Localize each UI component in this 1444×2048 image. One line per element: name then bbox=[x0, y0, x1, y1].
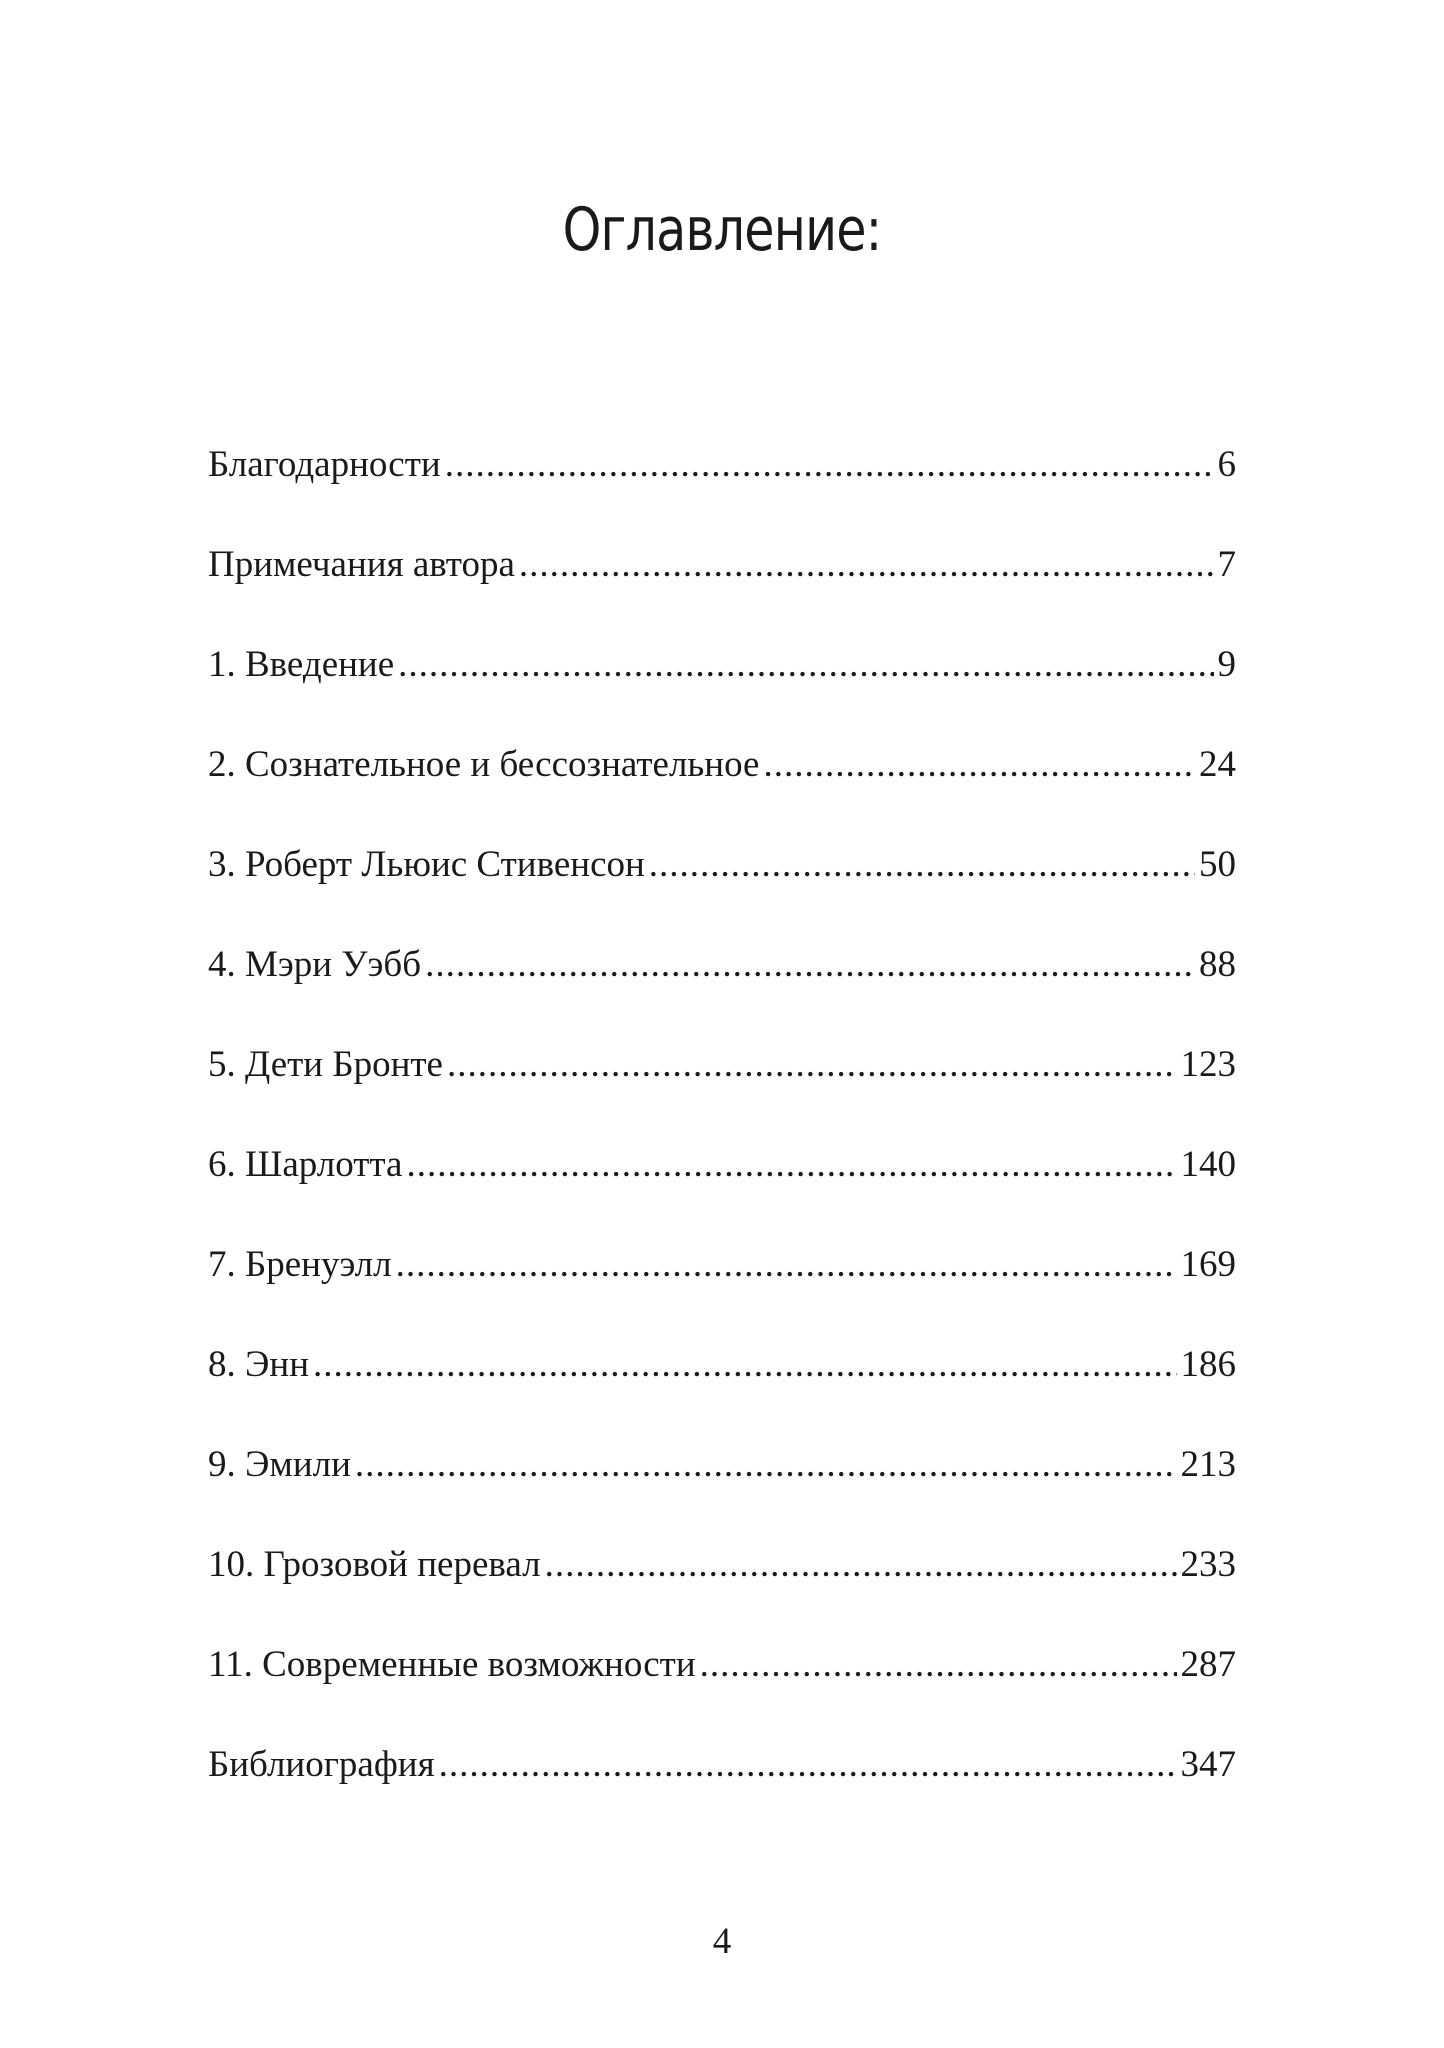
toc-entry-label: 3. Роберт Льюис Стивенсон bbox=[208, 844, 645, 885]
page-title: Оглавление: bbox=[562, 195, 882, 265]
toc-entry-label: 8. Энн bbox=[208, 1344, 310, 1385]
toc-entry bbox=[208, 1640, 1236, 1740]
toc-entry-label: Благодарности bbox=[208, 444, 441, 485]
toc-leader-dots bbox=[396, 1240, 1177, 1290]
toc-entry-label: 5. Дети Бронте bbox=[208, 1044, 443, 1085]
toc-leader-dots bbox=[700, 1640, 1177, 1690]
toc-entry bbox=[208, 1340, 1236, 1440]
toc-entry bbox=[208, 640, 1236, 740]
toc-entry-page: 213 bbox=[1180, 1444, 1236, 1485]
toc-leader-dots bbox=[313, 1340, 1176, 1390]
toc-entry-page: 287 bbox=[1180, 1644, 1236, 1685]
toc-entry bbox=[208, 840, 1236, 940]
toc-entry-page: 140 bbox=[1180, 1144, 1236, 1185]
toc-entry-page: 50 bbox=[1199, 844, 1236, 885]
toc-entry-label: 1. Введение bbox=[208, 644, 395, 685]
toc-entry-label: 10. Грозовой перевал bbox=[208, 1544, 541, 1585]
toc-entry bbox=[208, 1540, 1236, 1640]
toc-entry bbox=[208, 440, 1236, 540]
toc-entry-label: 2. Сознательное и бессознательное bbox=[208, 744, 760, 785]
toc-leader-dots bbox=[425, 940, 1195, 990]
toc-leader-dots bbox=[519, 540, 1214, 590]
toc-entry-page: 9 bbox=[1217, 644, 1236, 685]
toc-leader-dots bbox=[763, 740, 1195, 790]
table-of-contents bbox=[208, 440, 1236, 1840]
toc-entry-label: 4. Мэри Уэбб bbox=[208, 944, 422, 985]
toc-entry-label: 9. Эмили bbox=[208, 1444, 351, 1485]
toc-entry-page: 24 bbox=[1199, 744, 1236, 785]
toc-entry-label: 11. Современные возможности bbox=[208, 1644, 696, 1685]
toc-entry-label: 7. Бренуэлл bbox=[208, 1244, 392, 1285]
toc-leader-dots bbox=[355, 1440, 1177, 1490]
toc-leader-dots bbox=[406, 1140, 1176, 1190]
toc-entry bbox=[208, 1240, 1236, 1340]
toc-leader-dots bbox=[545, 1540, 1177, 1590]
toc-entry-label: Библиография bbox=[208, 1744, 435, 1785]
toc-entry bbox=[208, 540, 1236, 640]
toc-entry bbox=[208, 1040, 1236, 1140]
toc-entry-page: 169 bbox=[1180, 1244, 1236, 1285]
toc-entry bbox=[208, 1740, 1236, 1840]
page-number: 4 bbox=[712, 1921, 732, 1962]
toc-entry bbox=[208, 940, 1236, 1040]
toc-entry bbox=[208, 1440, 1236, 1540]
toc-entry-label: 6. Шарлотта bbox=[208, 1144, 403, 1185]
toc-entry-page: 7 bbox=[1217, 544, 1236, 585]
toc-entry-page: 6 bbox=[1217, 444, 1236, 485]
toc-entry-page: 123 bbox=[1180, 1044, 1236, 1085]
toc-entry-page: 233 bbox=[1180, 1544, 1236, 1585]
toc-entry bbox=[208, 1140, 1236, 1240]
toc-entry-page: 186 bbox=[1180, 1344, 1236, 1385]
toc-leader-dots bbox=[445, 440, 1214, 490]
toc-entry-label: Примечания автора bbox=[208, 544, 515, 585]
toc-entry-page: 88 bbox=[1199, 944, 1236, 985]
toc-entry-page: 347 bbox=[1180, 1744, 1236, 1785]
toc-leader-dots bbox=[398, 640, 1213, 690]
toc-leader-dots bbox=[649, 840, 1195, 890]
toc-leader-dots bbox=[439, 1740, 1177, 1790]
toc-leader-dots bbox=[447, 1040, 1177, 1090]
toc-entry bbox=[208, 740, 1236, 840]
